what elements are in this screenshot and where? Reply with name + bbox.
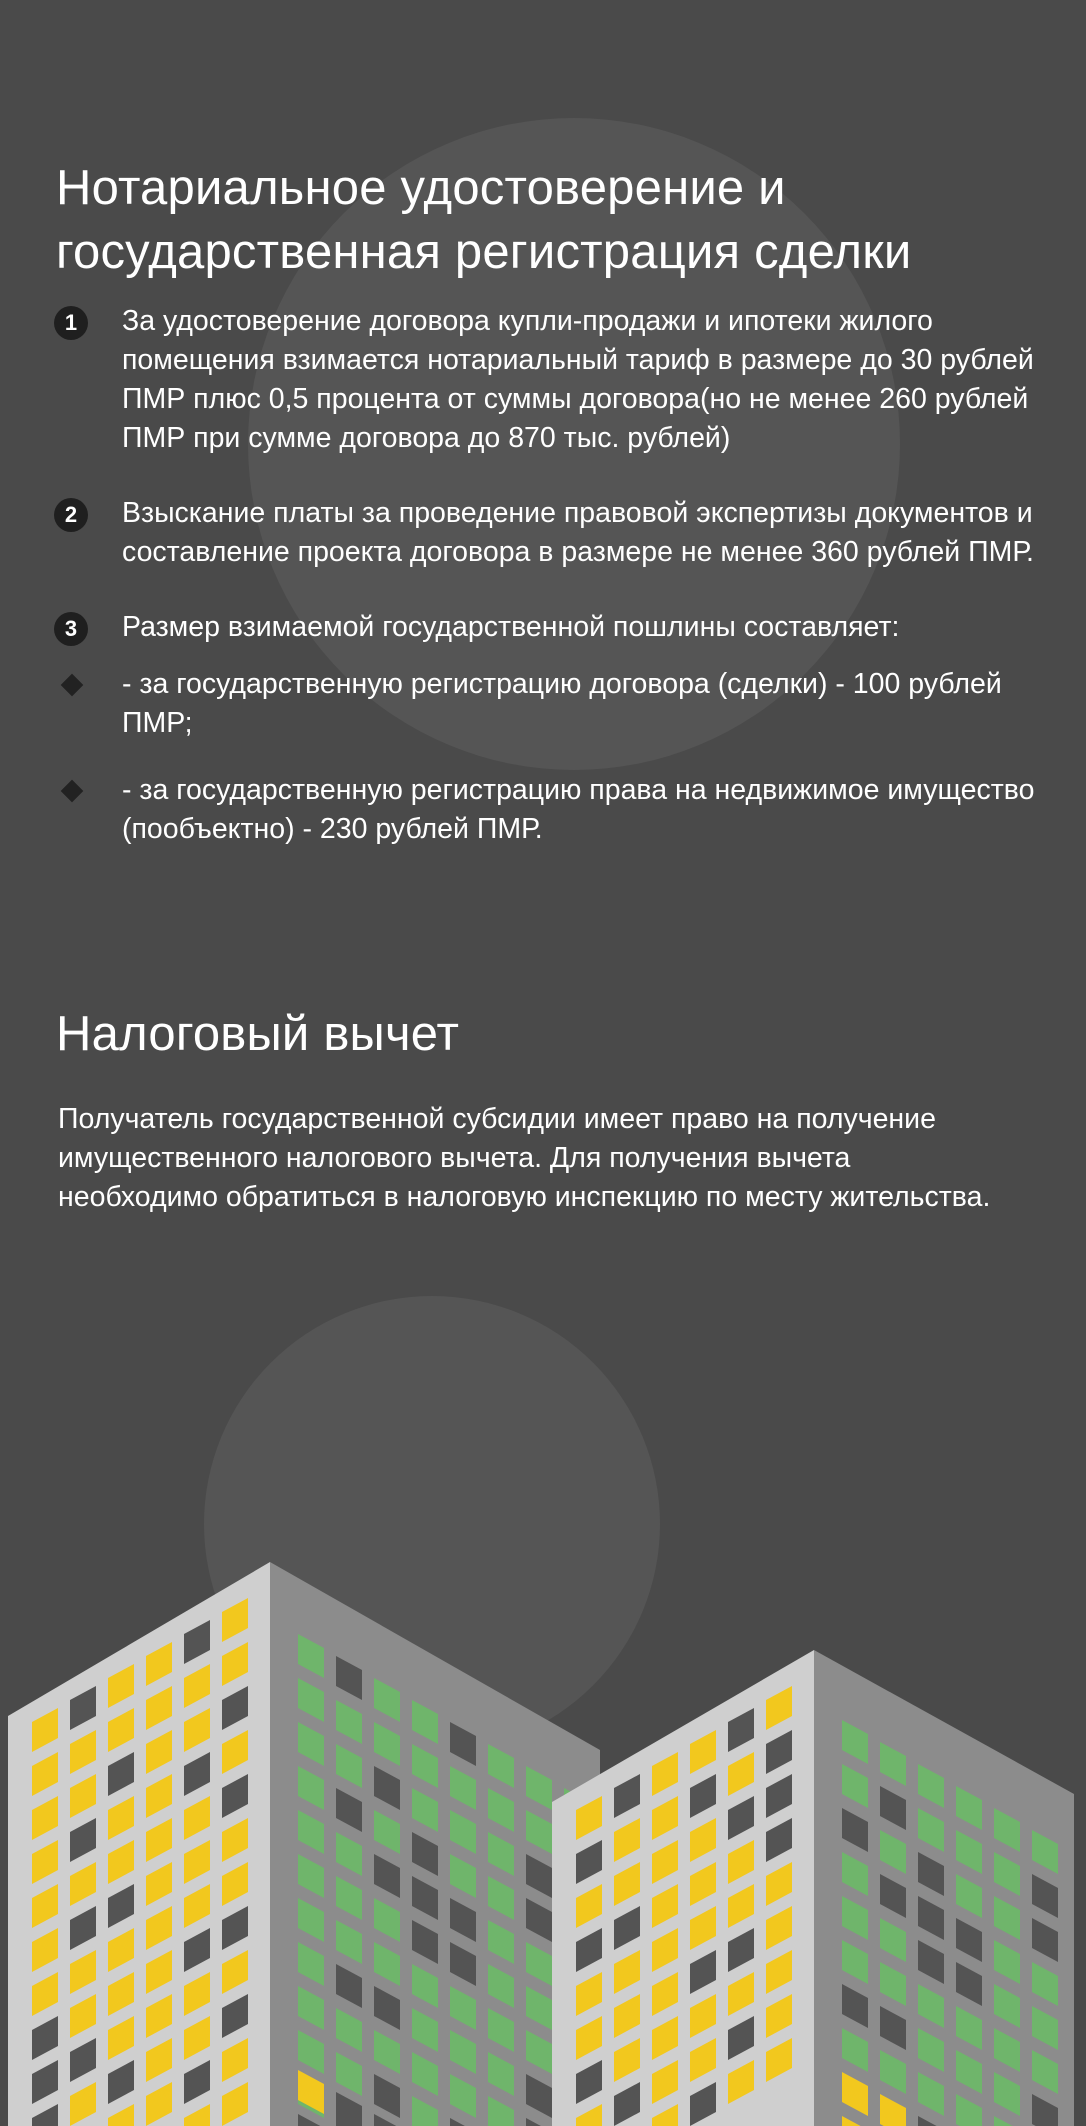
section-title-tax-deduction: Налоговый вычет [56, 1007, 460, 1061]
buildings-illustration [0, 1550, 1086, 2126]
tax-deduction-text: Получатель государственной субсидии имеет право на получение имущественного налогового вычета. Для получения вычета необходимо обратиться в налоговую инспекцию по месту жительства. [58, 1103, 991, 1213]
number-badge: 3 [54, 612, 88, 646]
notary-fees-list [54, 302, 1044, 849]
diamond-bullet-icon [61, 780, 84, 803]
list-item [54, 494, 1044, 572]
number-badge: 2 [54, 498, 88, 532]
number-badge: 1 [54, 306, 88, 340]
building-right [552, 1650, 1074, 2126]
list-item-text: Размер взимаемой государственной пошлины составляет: [122, 611, 900, 643]
list-item [54, 302, 1044, 458]
section-title-notary: Нотариальное удостоверение и государственная регистрация сделки [56, 161, 912, 279]
list-item-text: За удостоверение договора купли-продажи и ипотеки жилого помещения взимается нотариальный тариф в размере до 30 рублей ПМР плюс 0,5 процента от суммы договора(но не менее 260 рублей ПМР при сумме договора до 870 тыс. рублей) [122, 305, 1034, 454]
list-item-text: Взыскание платы за проведение правовой экспертизы документов и составление проекта договора в размере не менее 360 рублей ПМР. [122, 497, 1034, 568]
list-item [54, 771, 1044, 849]
list-item-text: - за государственную регистрацию права на недвижимое имущество (пообъектно) - 230 рублей ПМР. [122, 774, 1035, 845]
list-item [54, 608, 1044, 647]
diamond-bullet-icon [61, 674, 84, 697]
building-left [8, 1562, 600, 2126]
list-item [54, 665, 1044, 743]
list-item-text: - за государственную регистрацию договора (сделки) - 100 рублей ПМР; [122, 668, 1002, 739]
